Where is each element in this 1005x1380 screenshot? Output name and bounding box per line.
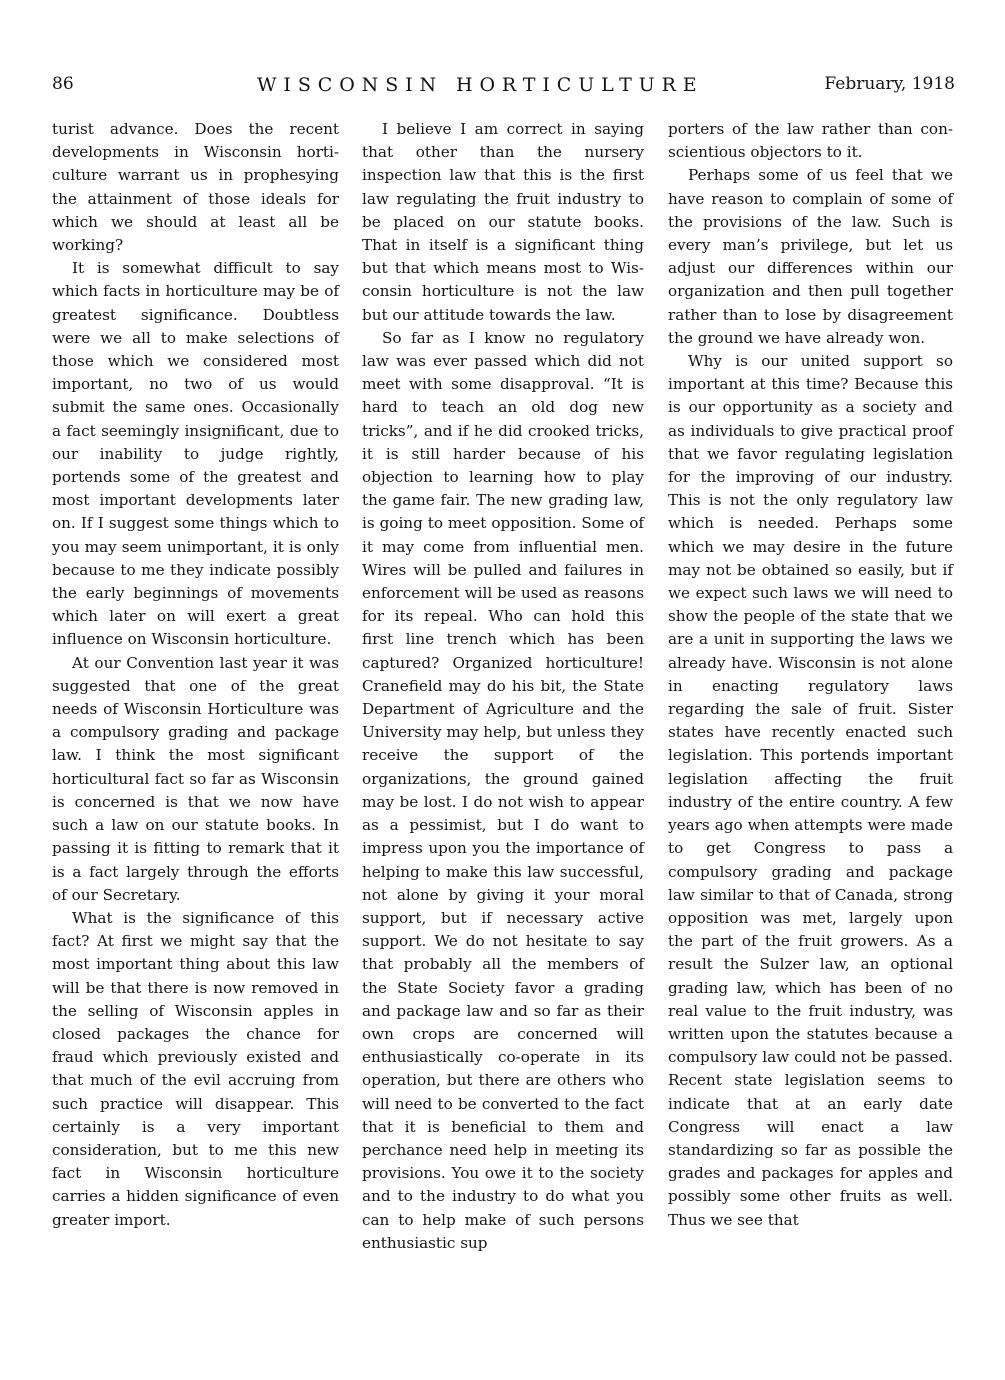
running-header: [52, 74, 955, 102]
paragraph: At our Convention last year it was suggested that one of the great needs of Wisconsin Horticulture was a compulsory grading and package law. I think the most significant horticultural fact so far as Wisconsin is concerned is that we now have such a law on our statute books. In passing it is fitting to remark that it is a fact largely through the efforts of our Secretary.: [52, 653, 339, 904]
paragraph: turist advance. Does the recent developments in Wisconsin horticulture warrant us in prophesying the attainment of those ideals for which we should at least all be working?: [52, 120, 339, 255]
text-column-3: [668, 118, 953, 1232]
text-column-1: [52, 118, 339, 1232]
text-column-2: [362, 118, 644, 1255]
paragraph: I believe I am correct in saying that other than the nursery inspection law that this is the first law regulating the fruit industry to be placed on our statute books. That in itself is a significant thing but that which means most to Wisconsin horticulture is not the law but our attitude towards the law.: [362, 120, 644, 324]
paragraph: So far as I know no regulatory law was ever passed which did not meet with some disapproval. “It is hard to teach an old dog new tricks”, and if he did crooked tricks, it is still harder because of his objection to learning how to play the game fair. The new grading law, is going to meet opposition. Some of it may come from influential men. Wires will be pulled and failures in enforcement will be used as reasons for its repeal. Who can hold this first line trench which has been captured? Organized horticulture! Cranefield may do his bit, the State Department of Agriculture and the University may help, but unless they receive the support of the organizations, the ground gained may be lost. I do not wish to appear as a pessimist, but I do want to impress upon you the importance of helping to make this law successful, not alone by giving it your moral support, but if necessary active support. We do not hesitate to say that probably all the members of the State Society favor a grading and package law and so far as their own crops are concerned will enthusiastically co-operate in its operation, but there are others who will need to be converted to the fact that it is beneficial to them and perchance need help in meeting its provisions. You owe it to the society and to the industry to do what you can to help make of such persons enthusiastic sup: [362, 328, 645, 1252]
issue-date: February, 1918: [824, 74, 955, 94]
page-number: 86: [52, 74, 74, 94]
paragraph: porters of the law rather than conscientious objectors to it.: [668, 120, 953, 162]
paragraph: Why is our united support so important at this time? Because this is our opportunity as a society and as individuals to give practical proof that we favor regulating legislation for the improving of our industry. This is not the only regulatory law which is needed. Perhaps some which we may desire in the future may not be obtained so easily, but if we expect such laws we will need to show the people of the state that we are a unit in supporting the laws we already have. Wisconsin is not alone in enacting regulatory laws regarding the sale of fruit. Sister states have recently enacted such legislation. This portends important legislation affecting the fruit industry of the entire country. A few years ago when attempts were made to get Congress to pass a compulsory grading and package law similar to that of Canada, strong opposition was met, largely upon the part of the fruit growers. As a result the Sulzer law, an optional grading law, which has been of no real value to the fruit industry, was written upon the statutes because a compulsory law could not be passed. Recent state legislation seems to indicate that at an early date Congress will enact a law standardizing so far as possible the grades and packages for apples and possibly some other fruits as well. Thus we see that: [668, 352, 953, 1229]
journal-title: WISCONSIN HORTICULTURE: [257, 74, 704, 96]
paragraph: Perhaps some of us feel that we have reason to complain of some of the provisions of the law. Such is every man’s privilege, but let us adjust our differences within our organization and then pull together rather than to lose by disagreement the ground we have already won.: [668, 166, 953, 347]
paragraph: It is somewhat difficult to say which facts in horticulture may be of greatest significance. Doubtless were we all to make selections of those which we considered most important, no two of us would submit the same ones. Occasionally a fact seemingly insignificant, due to our inability to judge rightly, portends some of the greatest and most important developments later on. If I suggest some things which to you may seem unimportant, it is only because to me they indicate possibly the early beginnings of movements which later on will exert a great influence on Wisconsin horticulture.: [52, 259, 339, 649]
paragraph: What is the significance of this fact? At first we might say that the most important thing about this law will be that there is now removed in the selling of Wisconsin apples in closed packages the chance for fraud which previously existed and that much of the evil accruing from such practice will disappear. This certainly is a very important consideration, but to me this new fact in Wisconsin horticulture carries a hidden significance of even greater import.: [52, 908, 339, 1229]
